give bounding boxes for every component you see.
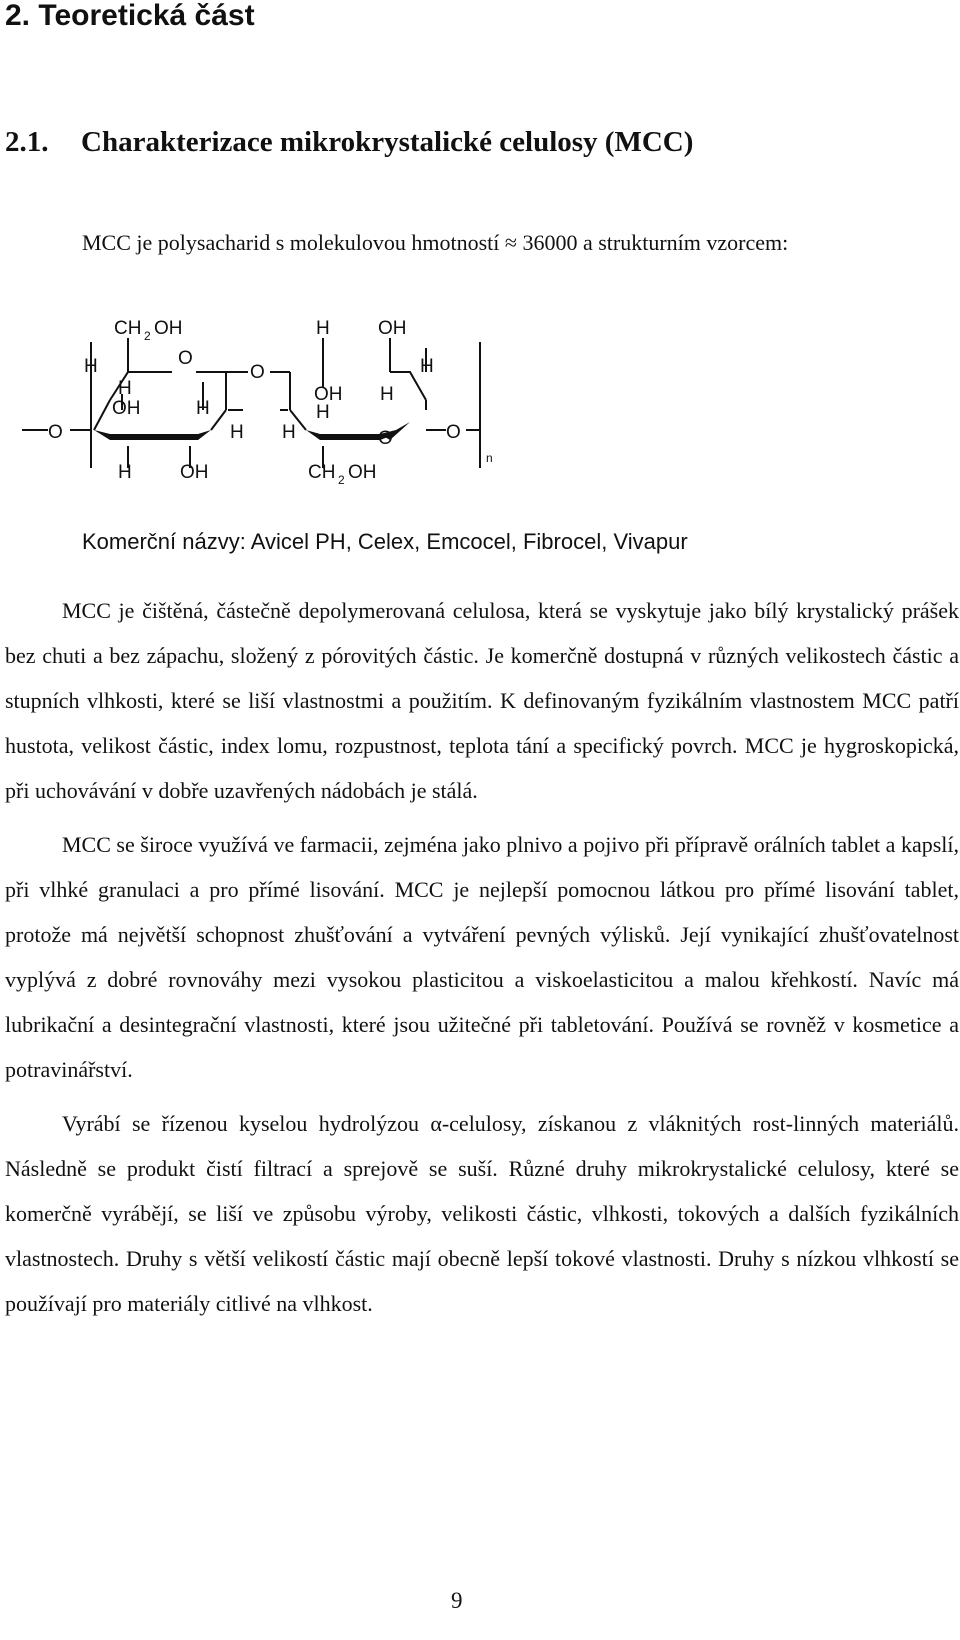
formula-h-label: H: [230, 422, 244, 443]
formula-chain-oxygen-label: O: [446, 422, 461, 443]
intro-text: MCC je polysacharid s molekulovou hmotností ≈ 36000 a strukturním vzorcem:: [82, 230, 789, 255]
formula-oh-label: OH: [180, 462, 209, 483]
formula-h-label: H: [420, 356, 434, 377]
formula-ring-oxygen-label: O: [178, 348, 193, 369]
formula-oh-label: OH: [378, 318, 407, 339]
paragraph: MCC se široce využívá ve farmacii, zejména jako plnivo a pojivo při přípravě orálních tablet a kapslí, při vlhké granulaci a pro přímé lisování. MCC je nejlepší pomocnou látkou pro přímé lisování tablet, protože má největší schopnost zhušťování a vytváření pevných výlisků. Její vynikající zhušťovatelnost vyplývá z dobré rovnováhy mezi vysokou plasticitou a viskoelasticitou a malou křehkostí. Navíc má lubrikační a desintegrační vlastnosti, které jsou užitečné při tabletování. Používá se rovněž v kosmetice a potravinářství.: [5, 832, 959, 1082]
formula-h-label: H: [84, 356, 98, 377]
formula-bridge-oxygen-label: O: [250, 362, 265, 383]
section-title: Charakterizace mikrokrystalické celulosy (MCC): [81, 126, 694, 158]
paragraph: MCC je čištěná, částečně depolymerovaná celulosa, která se vyskytuje jako bílý krystalický prášek bez chuti a bez zápachu, složený z pórovitých částic. Je komerčně dostupná v různých velikostech částic a stupních vlhkosti, které se liší vlastnostmi a použitím. K definovaným fyzikálním vlastnostem MCC patří hustota, velikost částic, index lomu, rozpustnost, teplota tání a specifický povrch. MCC je hygroskopická, při uchovávání v dobře uzavřených nádobách je stálá.: [5, 598, 959, 803]
formula-h-label: H: [118, 462, 132, 483]
formula-oh-label: OH: [348, 462, 377, 483]
trade-names: Komerční názvy: Avicel PH, Celex, Emcocel, Fibrocel, Vivapur: [82, 529, 688, 554]
formula-ch2-label: CH: [308, 462, 336, 483]
body-text: [5, 588, 959, 1326]
formula-oh-label: OH: [154, 318, 183, 339]
page-number: 9: [451, 1588, 463, 1613]
formula-oh-label: OH: [112, 398, 141, 419]
formula-chain-oxygen-label: O: [48, 422, 63, 443]
structural-formula-drawing: [18, 318, 518, 508]
formula-h-label: H: [316, 402, 330, 423]
formula-h-label: H: [196, 398, 210, 419]
formula-h-label: H: [380, 384, 394, 405]
formula-oh-label: OH: [314, 384, 343, 405]
formula-ch2-label: CH: [114, 318, 142, 339]
formula-sub2-label: 2: [144, 329, 151, 343]
formula-n-subscript: n: [486, 451, 493, 465]
chapter-title: 2. Teoretická část: [5, 0, 255, 32]
formula-h-label: H: [282, 422, 296, 443]
section-heading: [5, 122, 693, 162]
cellulose-structural-formula: [18, 318, 518, 508]
formula-sub2-label: 2: [338, 473, 345, 487]
formula-h-label: H: [316, 318, 330, 339]
formula-ring-oxygen-label: O: [378, 428, 393, 449]
section-number: 2.1.: [5, 126, 49, 158]
paragraph: Vyrábí se řízenou kyselou hydrolýzou α-celulosy, získanou z vláknitých rost-linných materiálů. Následně se produkt čistí filtrací a sprejově se suší. Různé druhy mikrokrystalické celulosy, které se komerčně vyrábějí, se liší ve způsobu výroby, velikosti částic, vlhkosti, tokových a dalších fyzikálních vlastnostech. Druhy s větší velikostí částic mají obecně lepší tokové vlastnosti. Druhy s nízkou vlhkostí se používají pro materiály citlivé na vlhkost.: [5, 1111, 959, 1316]
formula-h-label: H: [118, 378, 132, 399]
